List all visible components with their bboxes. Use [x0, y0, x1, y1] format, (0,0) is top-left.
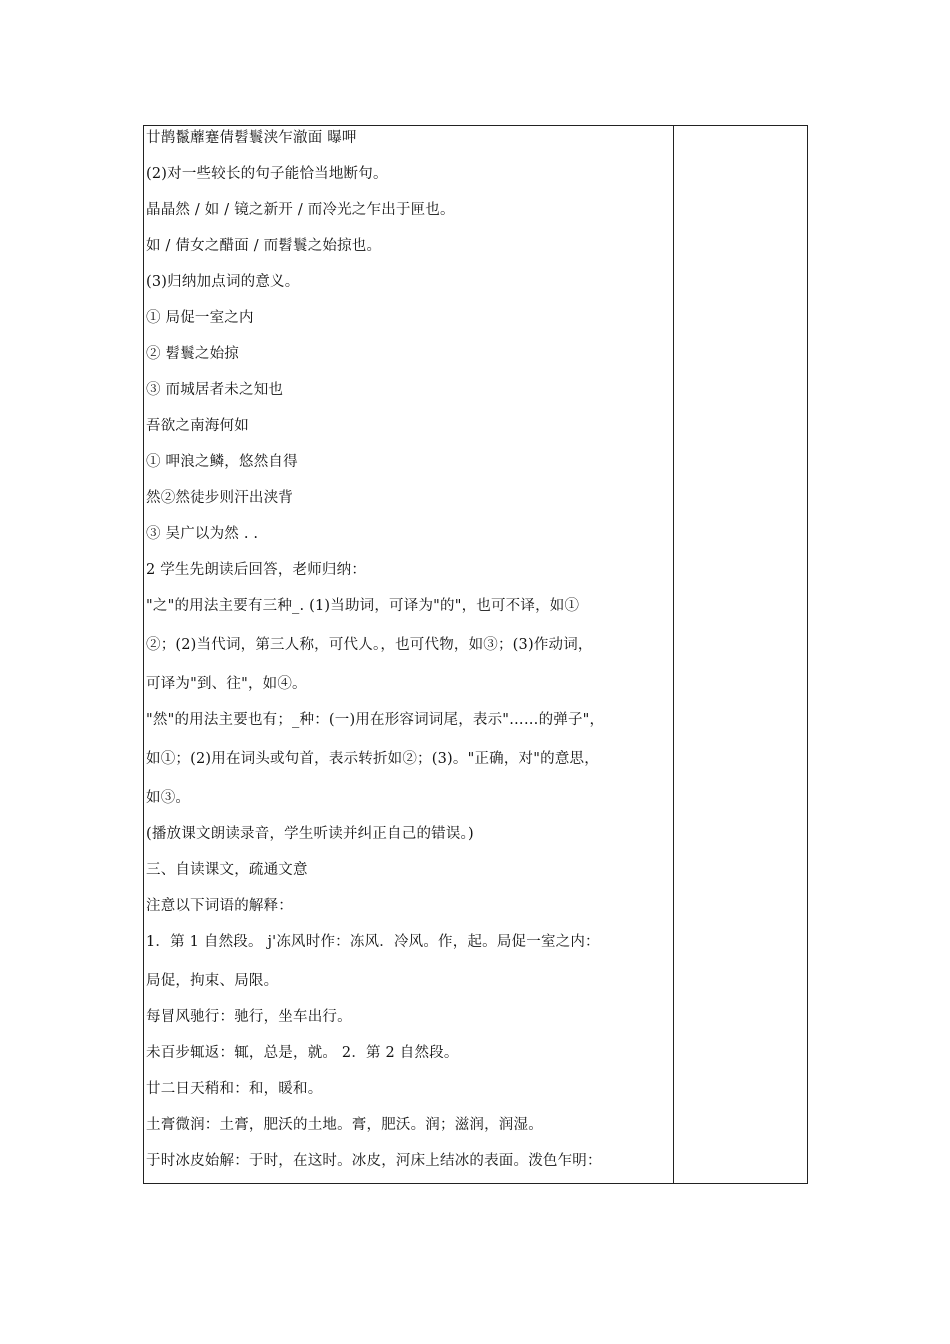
text-line: 如 / 倩女之醋面 / 而髫鬟之始掠也。 — [146, 238, 382, 254]
text-line: 廿鹊鬣蘼蹇倩髫鬟浃乍澈面 曝呷 — [146, 130, 357, 146]
text-line: ②；(2)当代词，第三人称，可代人。，也可代物，如③；(3)作动词， — [146, 637, 593, 653]
text-line: 未百步辄返：辄，总是，就。 2．第 2 自然段。 — [146, 1045, 459, 1061]
text-line: "之"的用法主要有三种_. (1)当助词，可译为"的"，也可不译，如① — [146, 598, 580, 614]
text-line: ① 呷浪之鳞，悠然自得 — [146, 454, 298, 470]
text-line: ① 局促一室之内 — [146, 310, 254, 326]
text-line: 局促，拘束、局限。 — [146, 973, 279, 989]
text-line: 土膏微润：土膏，肥沃的土地。膏，肥沃。润；滋润，润湿。 — [146, 1117, 543, 1133]
text-line: 2 学生先朗读后回答，老师归纳： — [146, 562, 367, 578]
text-line: 1．第 1 自然段。 j'冻风时作：冻风．冷风。作，起。局促一室之内： — [146, 934, 600, 950]
text-line: 于时冰皮始解：于时，在这时。冰皮，河床上结冰的表面。泼色乍明： — [146, 1153, 602, 1169]
text-line: 廿二日天稍和：和，暖和。 — [146, 1081, 323, 1097]
lesson-table — [143, 125, 808, 1184]
text-line: ③ 吴广以为然 . . — [146, 526, 259, 542]
text-line: 每冒风驰行：驰行，坐车出行。 — [146, 1009, 352, 1025]
notes-column — [674, 126, 807, 1183]
text-line: "然"的用法主要也有；_种：(一)用在形容词词尾，表示"……的弹子"， — [146, 712, 605, 728]
lesson-content-column — [144, 126, 674, 1183]
text-line: 如①；(2)用在词头或句首，表示转折如②；(3)。"正确，对"的意思， — [146, 751, 599, 767]
text-line: (3)归纳加点词的意义。 — [146, 274, 300, 290]
text-line: (播放课文朗读录音，学生听读并纠正自己的错误。) — [146, 826, 474, 842]
text-line: 晶晶然 / 如 / 镜之新开 / 而冷光之乍出于匣也。 — [146, 202, 455, 218]
text-line: 然②然徒步则汗出浃背 — [146, 490, 293, 506]
text-line: ③ 而城居者未之知也 — [146, 382, 284, 398]
text-line: (2)对一些较长的句子能恰当地断句。 — [146, 166, 388, 182]
text-line: 可译为"到、往"，如④。 — [146, 676, 307, 692]
text-line: ② 髫鬟之始掠 — [146, 346, 240, 362]
text-line: 三、自读课文，疏通文意 — [146, 862, 308, 878]
text-line: 注意以下词语的解释： — [146, 898, 293, 914]
text-line: 吾欲之南海何如 — [146, 418, 249, 434]
text-line: 如③。 — [146, 790, 191, 806]
